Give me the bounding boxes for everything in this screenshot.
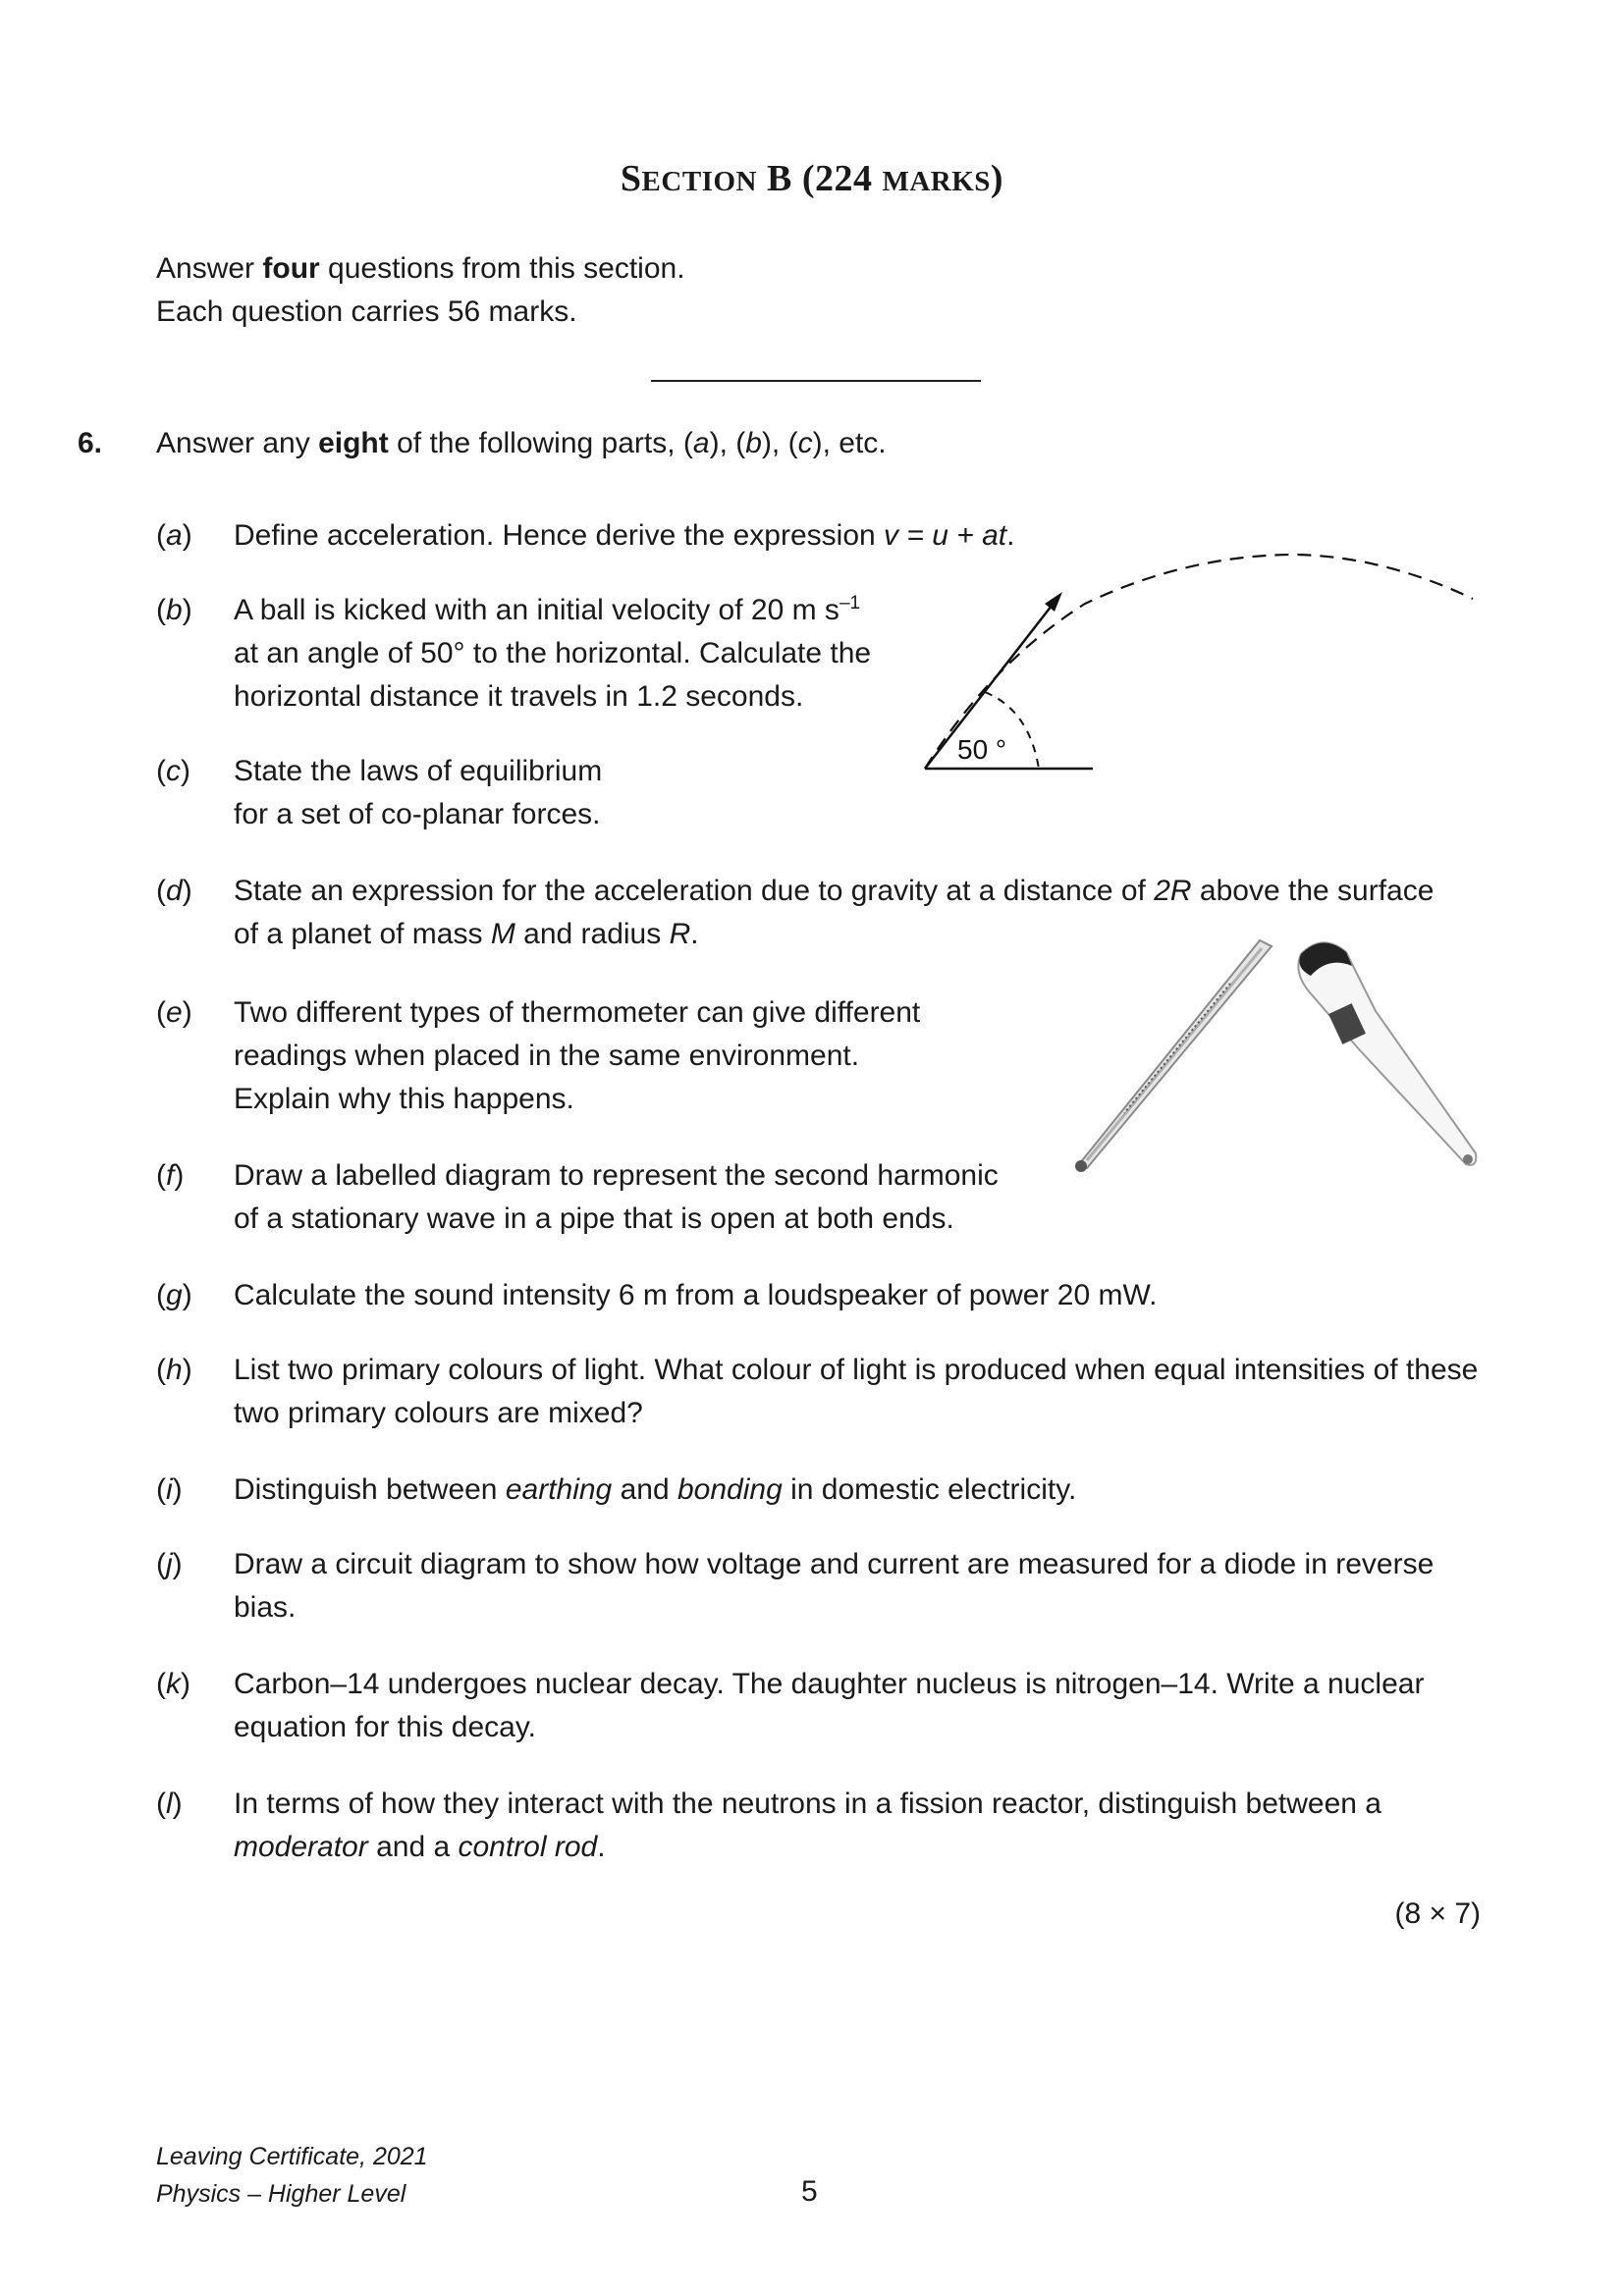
thermometers-image xyxy=(1065,933,1497,1183)
page-number: 5 xyxy=(801,2175,818,2208)
footer-line-1: Leaving Certificate, 2021 xyxy=(156,2143,428,2170)
footer-line-2: Physics – Higher Level xyxy=(156,2180,406,2208)
marks-allocation: (8 × 7) xyxy=(1394,1897,1481,1930)
divider-rule xyxy=(651,380,981,382)
intro-line-1: Answer four questions from this section. xyxy=(156,252,685,285)
question-number: 6. xyxy=(78,427,103,459)
projectile-diagram xyxy=(913,545,1483,780)
angle-label: 50 ° xyxy=(957,734,1007,765)
liquid-thermometer-icon xyxy=(1075,940,1272,1172)
digital-thermometer-icon xyxy=(1298,942,1476,1164)
velocity-arrowhead-icon xyxy=(1045,592,1062,612)
section-title: SECTION B (224 MARKS) xyxy=(620,158,1004,199)
question-instruction: Answer any eight of the following parts, (a), (b), (c), etc. xyxy=(156,427,887,459)
intro-line-2: Each question carries 56 marks. xyxy=(156,295,577,328)
